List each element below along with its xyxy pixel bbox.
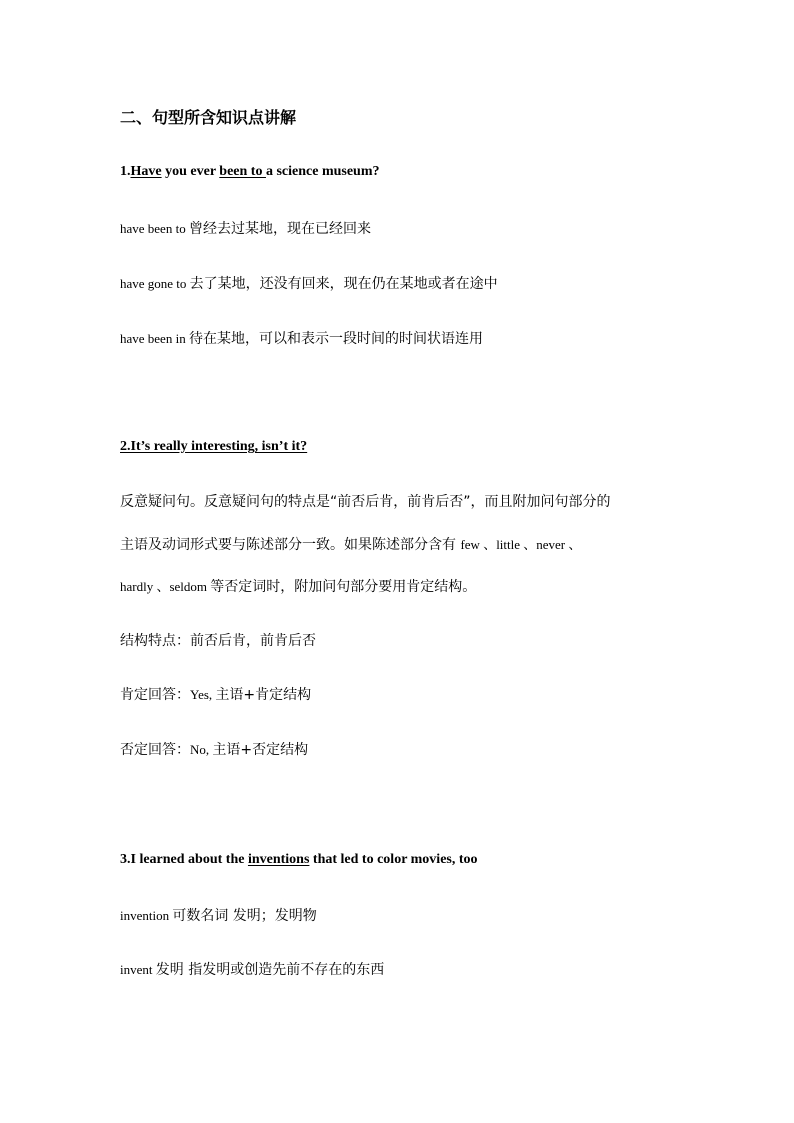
q2-yes-en: Yes, xyxy=(190,687,216,702)
q2-no-answer xyxy=(120,740,308,761)
q3-suffix: that led to color movies, too xyxy=(309,852,478,867)
q3-inventions-underlined: inventions xyxy=(247,852,310,867)
q2-paragraph-line-3 xyxy=(120,577,476,598)
q1-line-3-en: have been in xyxy=(120,331,189,346)
q1-line-have-been-to xyxy=(120,219,371,240)
q1-line-2-en: have gone to xyxy=(120,276,190,291)
q2-para2-en: few 、little 、never 、 xyxy=(460,537,582,552)
q3-line-2-cn: 发明 指发明或创造先前不存在的东西 xyxy=(155,962,385,978)
q2-para3-en: hardly 、seldom xyxy=(120,579,211,594)
q1-been-to-underlined: been to xyxy=(219,164,266,179)
q1-line-1-cn: 曾经去过某地，现在已经回来 xyxy=(188,221,371,237)
q1-line-1-en: have been to xyxy=(120,221,189,236)
q1-mid: you ever xyxy=(161,164,220,179)
q3-prefix: 3.I learned about the xyxy=(120,852,248,867)
q1-line-3-cn: 待在某地，可以和表示一段时间的时间状语连用 xyxy=(188,331,483,347)
q2-structure: 结构特点：前否后肯，前肯后否 xyxy=(120,633,316,649)
q2-para3-cn: 等否定词时，附加问句部分要用肯定结构。 xyxy=(210,579,477,595)
q2-yes-cn: 主语+肯定结构 xyxy=(215,687,312,703)
q1-have-underlined: Have xyxy=(130,164,162,179)
q2-yes-answer xyxy=(120,685,311,706)
q2-no-en: No, xyxy=(190,742,213,757)
q3-line-1-cn: 可数名词 发明；发明物 xyxy=(172,908,317,924)
question-3-title xyxy=(120,850,478,870)
question-1-title xyxy=(120,162,380,182)
q1-line-2-cn: 去了某地，还没有回来，现在仍在某地或者在途中 xyxy=(189,276,498,292)
q2-no-label: 否定回答： xyxy=(120,742,190,758)
q3-line-invent xyxy=(120,960,384,981)
q2-paragraph-line-2 xyxy=(120,535,581,556)
q2-no-cn: 主语+否定结构 xyxy=(212,742,309,758)
q1-prefix: 1. xyxy=(120,164,131,179)
q1-suffix: a science museum? xyxy=(265,164,380,179)
q1-line-have-gone-to xyxy=(120,274,498,295)
q1-line-have-been-in xyxy=(120,329,483,350)
section-title: 二、句型所含知识点讲解 xyxy=(120,108,297,127)
q3-line-invention xyxy=(120,906,317,927)
question-2-title: 2.It’s really interesting, isn’t it? xyxy=(120,439,308,454)
q2-para2-cn: 主语及动词形式要与陈述部分一致。如果陈述部分含有 xyxy=(120,537,461,553)
q2-paragraph-line-1: 反意疑问句。反意疑问句的特点是“前否后肯，前肯后否”，而且附加问句部分的 xyxy=(120,494,611,510)
q3-line-2-en: invent xyxy=(120,962,156,977)
q2-yes-label: 肯定回答： xyxy=(120,687,190,703)
q3-line-1-en: invention xyxy=(120,908,173,923)
